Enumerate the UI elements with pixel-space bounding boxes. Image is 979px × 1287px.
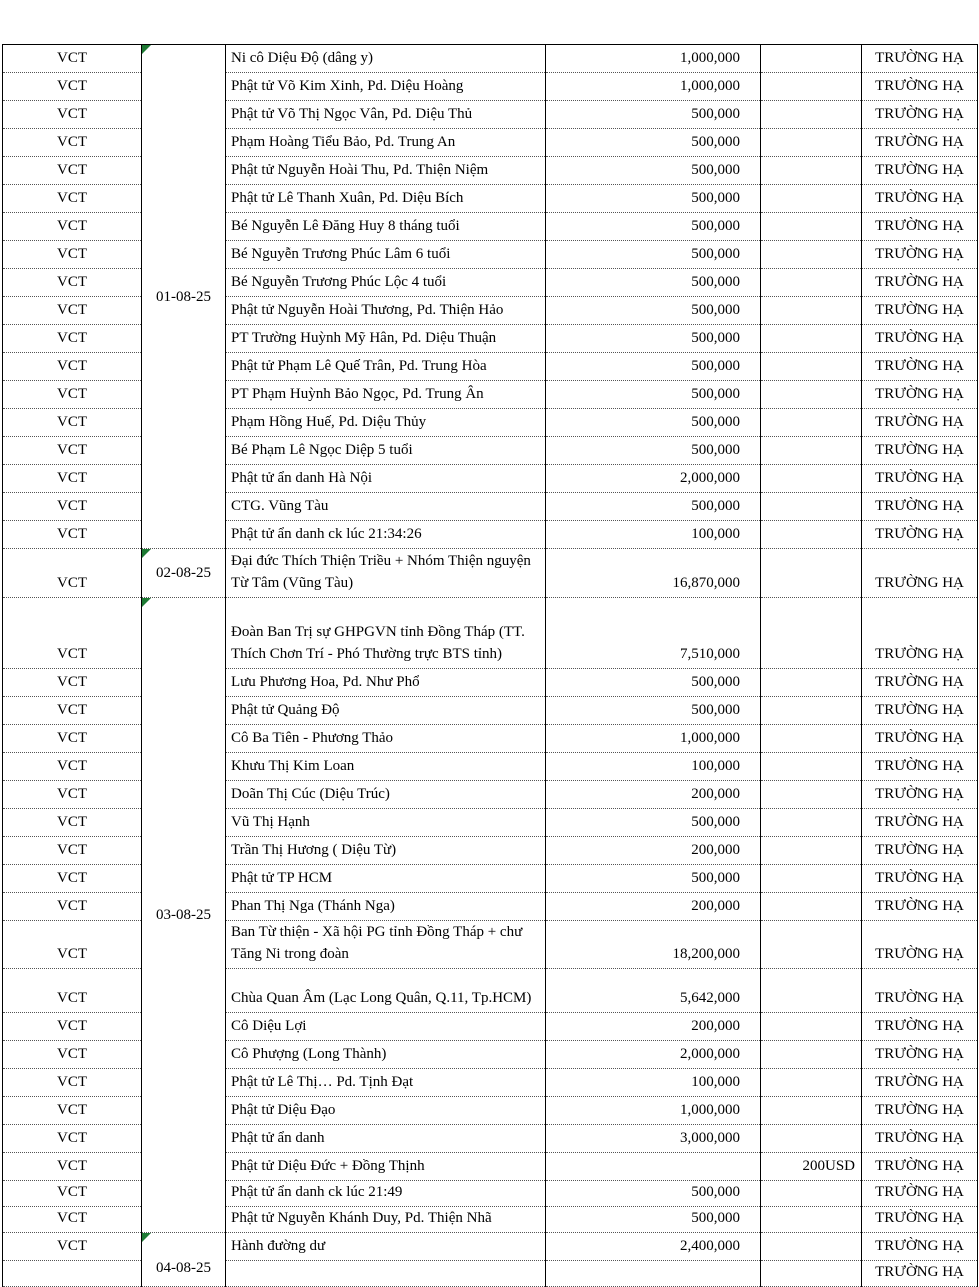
location-cell[interactable]: TRƯỜNG HẠ	[862, 325, 978, 353]
donor-name-cell[interactable]: Chùa Quan Âm (Lạc Long Quân, Q.11, Tp.HCM)	[226, 969, 546, 1013]
vct-cell[interactable]: VCT	[3, 409, 142, 437]
usd-amount-cell[interactable]	[761, 1233, 862, 1261]
location-cell[interactable]: TRƯỜNG HẠ	[862, 1041, 978, 1069]
location-cell[interactable]: TRƯỜNG HẠ	[862, 837, 978, 865]
vct-cell[interactable]: VCT	[3, 1125, 142, 1153]
donor-name-cell[interactable]: Phạm Hồng Huế, Pd. Diệu Thủy	[226, 409, 546, 437]
usd-amount-cell[interactable]	[761, 297, 862, 325]
amount-cell[interactable]: 500,000	[546, 101, 761, 129]
amount-cell[interactable]: 500,000	[546, 1181, 761, 1207]
vct-cell[interactable]: VCT	[3, 185, 142, 213]
location-cell[interactable]: TRƯỜNG HẠ	[862, 865, 978, 893]
usd-amount-cell[interactable]	[761, 353, 862, 381]
usd-amount-cell[interactable]	[761, 1041, 862, 1069]
donor-name-cell[interactable]: Phật tử ẩn danh ck lúc 21:49	[226, 1181, 546, 1207]
vct-cell[interactable]: VCT	[3, 297, 142, 325]
amount-cell[interactable]: 100,000	[546, 521, 761, 549]
vct-cell[interactable]	[3, 1261, 142, 1287]
donor-name-cell[interactable]: Cô Phượng (Long Thành)	[226, 1041, 546, 1069]
vct-cell[interactable]: VCT	[3, 129, 142, 157]
vct-cell[interactable]: VCT	[3, 521, 142, 549]
vct-cell[interactable]: VCT	[3, 1041, 142, 1069]
amount-cell[interactable]: 1,000,000	[546, 45, 761, 73]
usd-amount-cell[interactable]	[761, 725, 862, 753]
vct-cell[interactable]: VCT	[3, 213, 142, 241]
vct-cell[interactable]: VCT	[3, 865, 142, 893]
amount-cell[interactable]: 100,000	[546, 1069, 761, 1097]
amount-cell[interactable]: 500,000	[546, 381, 761, 409]
vct-cell[interactable]: VCT	[3, 598, 142, 669]
donation-table	[2, 44, 978, 1287]
usd-amount-cell[interactable]	[761, 865, 862, 893]
table-row	[3, 45, 978, 73]
amount-cell[interactable]: 500,000	[546, 353, 761, 381]
vct-cell[interactable]: VCT	[3, 969, 142, 1013]
donor-name-cell[interactable]: Phan Thị Nga (Thánh Nga)	[226, 893, 546, 921]
location-cell[interactable]: TRƯỜNG HẠ	[862, 781, 978, 809]
usd-amount-cell[interactable]	[761, 781, 862, 809]
location-cell[interactable]: TRƯỜNG HẠ	[862, 921, 978, 969]
location-cell[interactable]: TRƯỜNG HẠ	[862, 549, 978, 598]
spreadsheet-view	[2, 44, 978, 1287]
usd-amount-cell[interactable]	[761, 1181, 862, 1207]
donor-name-cell[interactable]: Cô Diệu Lợi	[226, 1013, 546, 1041]
vct-cell[interactable]: VCT	[3, 1181, 142, 1207]
location-cell[interactable]: TRƯỜNG HẠ	[862, 1207, 978, 1233]
location-cell[interactable]: TRƯỜNG HẠ	[862, 297, 978, 325]
donor-name-cell[interactable]: Trần Thị Hương ( Diệu Từ)	[226, 837, 546, 865]
location-cell[interactable]: TRƯỜNG HẠ	[862, 809, 978, 837]
usd-amount-cell[interactable]	[761, 381, 862, 409]
donor-name-cell[interactable]: Phật tử Nguyễn Khánh Duy, Pd. Thiện Nhã	[226, 1207, 546, 1233]
location-cell[interactable]: TRƯỜNG HẠ	[862, 213, 978, 241]
location-cell[interactable]: TRƯỜNG HẠ	[862, 465, 978, 493]
donor-name-cell[interactable]: Đại đức Thích Thiện Triều + Nhóm Thiện nguyện Từ Tâm (Vũng Tàu)	[226, 549, 546, 598]
location-cell[interactable]: TRƯỜNG HẠ	[862, 381, 978, 409]
donor-name-cell[interactable]: Bé Nguyễn Trương Phúc Lộc 4 tuổi	[226, 269, 546, 297]
usd-amount-cell[interactable]	[761, 269, 862, 297]
location-cell[interactable]: TRƯỜNG HẠ	[862, 969, 978, 1013]
donor-name-cell[interactable]: Bé Nguyễn Lê Đăng Huy 8 tháng tuổi	[226, 213, 546, 241]
amount-cell[interactable]: 500,000	[546, 493, 761, 521]
donor-name-cell[interactable]: Phật tử Lê Thanh Xuân, Pd. Diệu Bích	[226, 185, 546, 213]
location-cell[interactable]: TRƯỜNG HẠ	[862, 1013, 978, 1041]
location-cell[interactable]: TRƯỜNG HẠ	[862, 521, 978, 549]
location-cell[interactable]: TRƯỜNG HẠ	[862, 669, 978, 697]
donor-name-cell[interactable]: Khưu Thị Kim Loan	[226, 753, 546, 781]
location-cell[interactable]: TRƯỜNG HẠ	[862, 1233, 978, 1261]
donor-name-cell[interactable]: Phật tử Võ Kim Xinh, Pd. Diệu Hoàng	[226, 73, 546, 101]
location-cell[interactable]: TRƯỜNG HẠ	[862, 598, 978, 669]
date-cell[interactable]	[142, 598, 226, 1233]
donor-name-cell[interactable]	[226, 1261, 546, 1287]
location-cell[interactable]: TRƯỜNG HẠ	[862, 185, 978, 213]
vct-cell[interactable]: VCT	[3, 781, 142, 809]
usd-amount-cell[interactable]	[761, 521, 862, 549]
vct-cell[interactable]: VCT	[3, 697, 142, 725]
donor-name-cell[interactable]: Phật tử Nguyễn Hoài Thương, Pd. Thiện Hảo	[226, 297, 546, 325]
amount-cell[interactable]: 1,000,000	[546, 73, 761, 101]
vct-cell[interactable]: VCT	[3, 241, 142, 269]
amount-cell[interactable]: 500,000	[546, 669, 761, 697]
vct-cell[interactable]: VCT	[3, 669, 142, 697]
amount-cell[interactable]: 16,870,000	[546, 549, 761, 598]
amount-cell[interactable]: 500,000	[546, 241, 761, 269]
donor-name-cell[interactable]: Phật tử ẩn danh Hà Nội	[226, 465, 546, 493]
donor-name-cell[interactable]: Lưu Phương Hoa, Pd. Như Phổ	[226, 669, 546, 697]
vct-cell[interactable]: VCT	[3, 549, 142, 598]
location-cell[interactable]: TRƯỜNG HẠ	[862, 1181, 978, 1207]
donor-name-cell[interactable]: Phật tử Phạm Lê Quế Trân, Pd. Trung Hòa	[226, 353, 546, 381]
usd-amount-cell[interactable]	[761, 669, 862, 697]
amount-cell[interactable]: 18,200,000	[546, 921, 761, 969]
usd-amount-cell[interactable]	[761, 465, 862, 493]
date-cell[interactable]	[142, 45, 226, 549]
amount-cell[interactable]: 500,000	[546, 865, 761, 893]
vct-cell[interactable]: VCT	[3, 1097, 142, 1125]
vct-cell[interactable]: VCT	[3, 753, 142, 781]
amount-cell[interactable]: 3,000,000	[546, 1125, 761, 1153]
donor-name-cell[interactable]: Doãn Thị Cúc (Diệu Trúc)	[226, 781, 546, 809]
vct-cell[interactable]: VCT	[3, 1153, 142, 1181]
vct-cell[interactable]: VCT	[3, 893, 142, 921]
usd-amount-cell[interactable]	[761, 893, 862, 921]
vct-cell[interactable]: VCT	[3, 1233, 142, 1261]
amount-cell[interactable]: 500,000	[546, 213, 761, 241]
usd-amount-cell[interactable]	[761, 1097, 862, 1125]
vct-cell[interactable]: VCT	[3, 381, 142, 409]
date-cell[interactable]	[142, 549, 226, 598]
vct-cell[interactable]: VCT	[3, 809, 142, 837]
comment-flag-icon	[142, 598, 151, 607]
amount-cell[interactable]: 500,000	[546, 185, 761, 213]
vct-cell[interactable]: VCT	[3, 269, 142, 297]
amount-cell[interactable]: 100,000	[546, 753, 761, 781]
location-cell[interactable]: TRƯỜNG HẠ	[862, 129, 978, 157]
usd-amount-cell[interactable]	[761, 697, 862, 725]
donor-name-cell[interactable]: Ban Từ thiện - Xã hội PG tỉnh Đồng Tháp + chư Tăng Ni trong đoàn	[226, 921, 546, 969]
usd-amount-cell[interactable]	[761, 101, 862, 129]
amount-cell[interactable]: 500,000	[546, 129, 761, 157]
usd-amount-cell[interactable]	[761, 837, 862, 865]
usd-amount-cell[interactable]	[761, 241, 862, 269]
usd-amount-cell[interactable]	[761, 325, 862, 353]
location-cell[interactable]: TRƯỜNG HẠ	[862, 437, 978, 465]
table-row	[3, 549, 978, 598]
usd-amount-cell[interactable]	[761, 157, 862, 185]
location-cell[interactable]: TRƯỜNG HẠ	[862, 893, 978, 921]
vct-cell[interactable]: VCT	[3, 921, 142, 969]
amount-cell[interactable]: 500,000	[546, 157, 761, 185]
donor-name-cell[interactable]: Phật tử Lê Thị… Pd. Tịnh Đạt	[226, 1069, 546, 1097]
amount-cell[interactable]: 1,000,000	[546, 725, 761, 753]
vct-cell[interactable]: VCT	[3, 465, 142, 493]
donor-name-cell[interactable]: Bé Phạm Lê Ngọc Diệp 5 tuổi	[226, 437, 546, 465]
date-label: 02-08-25	[156, 565, 211, 581]
donor-name-cell[interactable]: Vũ Thị Hạnh	[226, 809, 546, 837]
comment-flag-icon	[142, 45, 151, 54]
amount-cell[interactable]: 500,000	[546, 809, 761, 837]
usd-amount-cell[interactable]	[761, 493, 862, 521]
location-cell[interactable]: TRƯỜNG HẠ	[862, 1125, 978, 1153]
date-label: 03-08-25	[156, 907, 211, 923]
donor-name-cell[interactable]: Phật tử TP HCM	[226, 865, 546, 893]
location-cell[interactable]: TRƯỜNG HẠ	[862, 45, 978, 73]
amount-cell[interactable]: 2,000,000	[546, 1041, 761, 1069]
usd-amount-cell[interactable]	[761, 598, 862, 669]
date-label: 04-08-25	[156, 1260, 211, 1276]
usd-amount-cell[interactable]	[761, 549, 862, 598]
donor-name-cell[interactable]: Phật tử Diệu Đức + Đồng Thịnh	[226, 1153, 546, 1181]
amount-cell[interactable]: 2,000,000	[546, 465, 761, 493]
comment-flag-icon	[142, 549, 151, 558]
usd-amount-cell[interactable]	[761, 45, 862, 73]
usd-amount-cell[interactable]	[761, 921, 862, 969]
location-cell[interactable]: TRƯỜNG HẠ	[862, 409, 978, 437]
date-cell[interactable]	[142, 1233, 226, 1287]
amount-cell[interactable]: 500,000	[546, 437, 761, 465]
amount-cell[interactable]: 200,000	[546, 837, 761, 865]
vct-cell[interactable]: VCT	[3, 493, 142, 521]
vct-cell[interactable]: VCT	[3, 837, 142, 865]
amount-cell[interactable]	[546, 1261, 761, 1287]
usd-amount-cell[interactable]	[761, 73, 862, 101]
donor-name-cell[interactable]: Ni cô Diệu Độ (dâng y)	[226, 45, 546, 73]
amount-cell[interactable]: 200,000	[546, 893, 761, 921]
location-cell[interactable]: TRƯỜNG HẠ	[862, 697, 978, 725]
location-cell[interactable]: TRƯỜNG HẠ	[862, 101, 978, 129]
donor-name-cell[interactable]: Hành đường dư	[226, 1233, 546, 1261]
location-cell[interactable]: TRƯỜNG HẠ	[862, 353, 978, 381]
usd-amount-cell[interactable]	[761, 437, 862, 465]
location-cell[interactable]: TRƯỜNG HẠ	[862, 269, 978, 297]
amount-cell[interactable]: 5,642,000	[546, 969, 761, 1013]
amount-cell[interactable]: 2,400,000	[546, 1233, 761, 1261]
vct-cell[interactable]: VCT	[3, 325, 142, 353]
vct-cell[interactable]: VCT	[3, 353, 142, 381]
location-cell[interactable]: TRƯỜNG HẠ	[862, 73, 978, 101]
usd-amount-cell[interactable]	[761, 213, 862, 241]
usd-amount-cell[interactable]	[761, 809, 862, 837]
amount-cell[interactable]: 500,000	[546, 697, 761, 725]
vct-cell[interactable]: VCT	[3, 73, 142, 101]
amount-cell[interactable]: 500,000	[546, 325, 761, 353]
donor-name-cell[interactable]: Phạm Hoàng Tiểu Bảo, Pd. Trung An	[226, 129, 546, 157]
amount-cell[interactable]: 200,000	[546, 1013, 761, 1041]
usd-amount-cell[interactable]: 200USD	[761, 1153, 862, 1181]
location-cell[interactable]: TRƯỜNG HẠ	[862, 241, 978, 269]
location-cell[interactable]: TRƯỜNG HẠ	[862, 753, 978, 781]
usd-amount-cell[interactable]	[761, 1013, 862, 1041]
vct-cell[interactable]: VCT	[3, 437, 142, 465]
donor-name-cell[interactable]: PT Trường Huỳnh Mỹ Hân, Pd. Diệu Thuận	[226, 325, 546, 353]
location-cell[interactable]: TRƯỜNG HẠ	[862, 157, 978, 185]
amount-cell[interactable]: 7,510,000	[546, 598, 761, 669]
donor-name-cell[interactable]: Phật tử Quảng Độ	[226, 697, 546, 725]
amount-cell[interactable]	[546, 1153, 761, 1181]
table-row	[3, 1233, 978, 1261]
usd-amount-cell[interactable]	[761, 185, 862, 213]
amount-cell[interactable]: 500,000	[546, 409, 761, 437]
vct-cell[interactable]: VCT	[3, 45, 142, 73]
vct-cell[interactable]: VCT	[3, 157, 142, 185]
location-cell[interactable]: TRƯỜNG HẠ	[862, 1153, 978, 1181]
location-cell[interactable]: TRƯỜNG HẠ	[862, 725, 978, 753]
donor-name-cell[interactable]: Đoàn Ban Trị sự GHPGVN tỉnh Đồng Tháp (TT. Thích Chơn Trí - Phó Thường trực BTS tỉnh)	[226, 598, 546, 669]
vct-cell[interactable]: VCT	[3, 725, 142, 753]
amount-cell[interactable]: 1,000,000	[546, 1097, 761, 1125]
usd-amount-cell[interactable]	[761, 129, 862, 157]
donor-name-cell[interactable]: PT Phạm Huỳnh Bảo Ngọc, Pd. Trung Ân	[226, 381, 546, 409]
amount-cell[interactable]: 200,000	[546, 781, 761, 809]
comment-flag-icon	[142, 1233, 151, 1242]
donor-name-cell[interactable]: Phật tử Nguyễn Hoài Thu, Pd. Thiện Niệm	[226, 157, 546, 185]
donor-name-cell[interactable]: Bé Nguyễn Trương Phúc Lâm 6 tuổi	[226, 241, 546, 269]
vct-cell[interactable]: VCT	[3, 1069, 142, 1097]
location-cell[interactable]: TRƯỜNG HẠ	[862, 1097, 978, 1125]
location-cell[interactable]: TRƯỜNG HẠ	[862, 1261, 978, 1287]
donor-name-cell[interactable]: CTG. Vũng Tàu	[226, 493, 546, 521]
donor-name-cell[interactable]: Phật tử ẩn danh ck lúc 21:34:26	[226, 521, 546, 549]
donor-name-cell[interactable]: Phật tử Diệu Đạo	[226, 1097, 546, 1125]
donor-name-cell[interactable]: Phật tử ẩn danh	[226, 1125, 546, 1153]
donor-name-cell[interactable]: Cô Ba Tiên - Phương Thảo	[226, 725, 546, 753]
vct-cell[interactable]: VCT	[3, 1013, 142, 1041]
usd-amount-cell[interactable]	[761, 969, 862, 1013]
date-label: 01-08-25	[156, 288, 211, 305]
location-cell[interactable]: TRƯỜNG HẠ	[862, 1069, 978, 1097]
donor-name-cell[interactable]: Phật tử Võ Thị Ngọc Vân, Pd. Diệu Thủ	[226, 101, 546, 129]
amount-cell[interactable]: 500,000	[546, 1207, 761, 1233]
location-cell[interactable]: TRƯỜNG HẠ	[862, 493, 978, 521]
usd-amount-cell[interactable]	[761, 1261, 862, 1287]
table-row	[3, 598, 978, 669]
vct-cell[interactable]: VCT	[3, 101, 142, 129]
usd-amount-cell[interactable]	[761, 1069, 862, 1097]
usd-amount-cell[interactable]	[761, 1125, 862, 1153]
usd-amount-cell[interactable]	[761, 753, 862, 781]
usd-amount-cell[interactable]	[761, 1207, 862, 1233]
vct-cell[interactable]: VCT	[3, 1207, 142, 1233]
amount-cell[interactable]: 500,000	[546, 269, 761, 297]
usd-amount-cell[interactable]	[761, 409, 862, 437]
amount-cell[interactable]: 500,000	[546, 297, 761, 325]
